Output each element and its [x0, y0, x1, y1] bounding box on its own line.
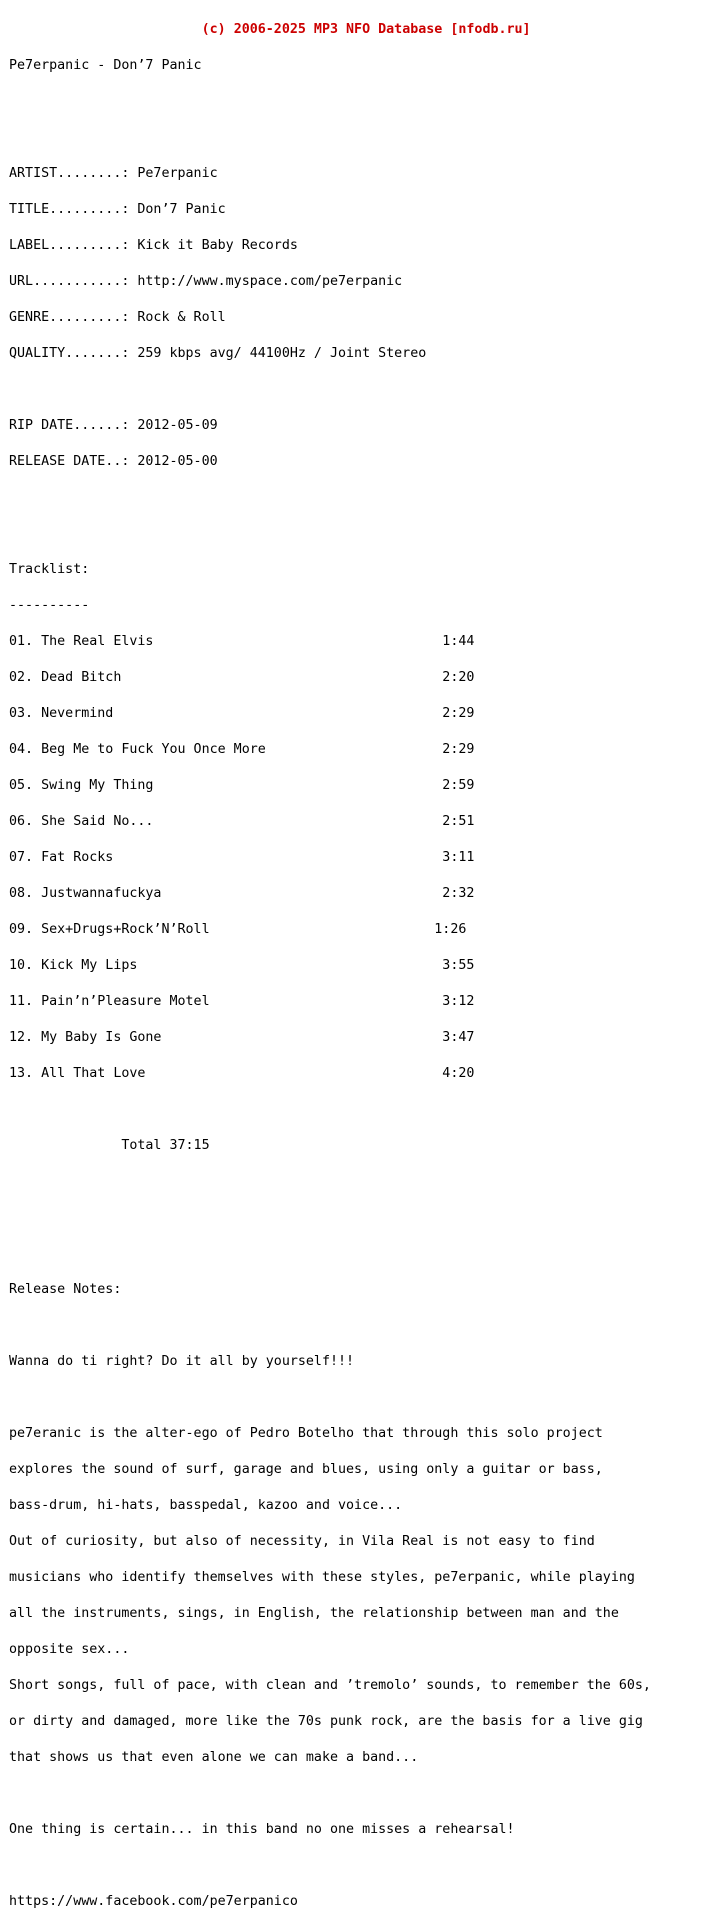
notes-line: explores the sound of surf, garage and blues, using only a guitar or bass,	[9, 1462, 603, 1477]
notes-line: that shows us that even alone we can make a band...	[9, 1750, 419, 1765]
blank-line	[9, 1176, 651, 1188]
track-row: 05. Swing My Thing 2:59	[9, 778, 475, 793]
nfodb-credit-link[interactable]: (c) 2006-2025 MP3 NFO Database [nfodb.ru]	[201, 22, 531, 37]
quality-field: QUALITY.......: 259 kbps avg/ 44100Hz / Joint Stereo	[9, 346, 427, 361]
blank-line	[9, 1320, 651, 1332]
notes-line: all the instruments, sings, in English, the relationship between man and the	[9, 1606, 619, 1621]
track-row: 09. Sex+Drugs+Rock’N’Roll 1:26	[9, 922, 467, 937]
notes-line: opposite sex...	[9, 1642, 130, 1657]
release-notes-heading: Release Notes:	[9, 1282, 122, 1297]
blank-line	[9, 492, 651, 504]
release-date-field: RELEASE DATE..: 2012-05-00	[9, 454, 218, 469]
tracklist-underline: ----------	[9, 598, 90, 613]
track-row: 04. Beg Me to Fuck You Once More 2:29	[9, 742, 475, 757]
artist-field: ARTIST........: Pe7erpanic	[9, 166, 218, 181]
rip-date-field: RIP DATE......: 2012-05-09	[9, 418, 218, 433]
nfo-document	[9, 0, 651, 1920]
tagline: Wanna do ti right? Do it all by yourself!!!	[9, 1354, 355, 1369]
notes-line: Out of curiosity, but also of necessity, in Vila Real is not easy to find	[9, 1534, 595, 1549]
blank-line	[9, 1212, 651, 1224]
credit-line	[9, 24, 651, 36]
track-row: 07. Fat Rocks 3:11	[9, 850, 475, 865]
label-field: LABEL.........: Kick it Baby Records	[9, 238, 298, 253]
title-field: TITLE.........: Don’7 Panic	[9, 202, 226, 217]
facebook-link[interactable]: https://www.facebook.com/pe7erpanico	[9, 1894, 298, 1909]
notes-line: bass-drum, hi-hats, basspedal, kazoo and voice...	[9, 1498, 403, 1513]
url-field: URL...........: http://www.myspace.com/pe7erpanic	[9, 274, 403, 289]
track-row: 03. Nevermind 2:29	[9, 706, 475, 721]
blank-line	[9, 384, 651, 396]
closing-line: One thing is certain... in this band no one misses a rehearsal!	[9, 1822, 515, 1837]
track-row: 02. Dead Bitch 2:20	[9, 670, 475, 685]
track-row: 01. The Real Elvis 1:44	[9, 634, 475, 649]
track-row: 11. Pain’n’Pleasure Motel 3:12	[9, 994, 475, 1009]
blank-line	[9, 1788, 651, 1800]
tracklist-heading: Tracklist:	[9, 562, 90, 577]
blank-line	[9, 1248, 651, 1260]
track-row: 06. She Said No... 2:51	[9, 814, 475, 829]
blank-line	[9, 528, 651, 540]
track-row: 10. Kick My Lips 3:55	[9, 958, 475, 973]
total-time: Total 37:15	[9, 1138, 210, 1153]
notes-line: Short songs, full of pace, with clean and ’tremolo’ sounds, to remember the 60s,	[9, 1678, 651, 1693]
track-row: 08. Justwannafuckya 2:32	[9, 886, 475, 901]
blank-line	[9, 1104, 651, 1116]
notes-line: pe7eranic is the alter-ego of Pedro Botelho that through this solo project	[9, 1426, 603, 1441]
blank-line	[9, 1392, 651, 1404]
genre-field: GENRE.........: Rock & Roll	[9, 310, 226, 325]
notes-line: musicians who identify themselves with these styles, pe7erpanic, while playing	[9, 1570, 635, 1585]
blank-line	[9, 1860, 651, 1872]
blank-line	[9, 132, 651, 144]
page-title: Pe7erpanic - Don’7 Panic	[9, 58, 202, 73]
notes-line: or dirty and damaged, more like the 70s punk rock, are the basis for a live gig	[9, 1714, 643, 1729]
blank-line	[9, 96, 651, 108]
track-row: 13. All That Love 4:20	[9, 1066, 475, 1081]
track-row: 12. My Baby Is Gone 3:47	[9, 1030, 475, 1045]
